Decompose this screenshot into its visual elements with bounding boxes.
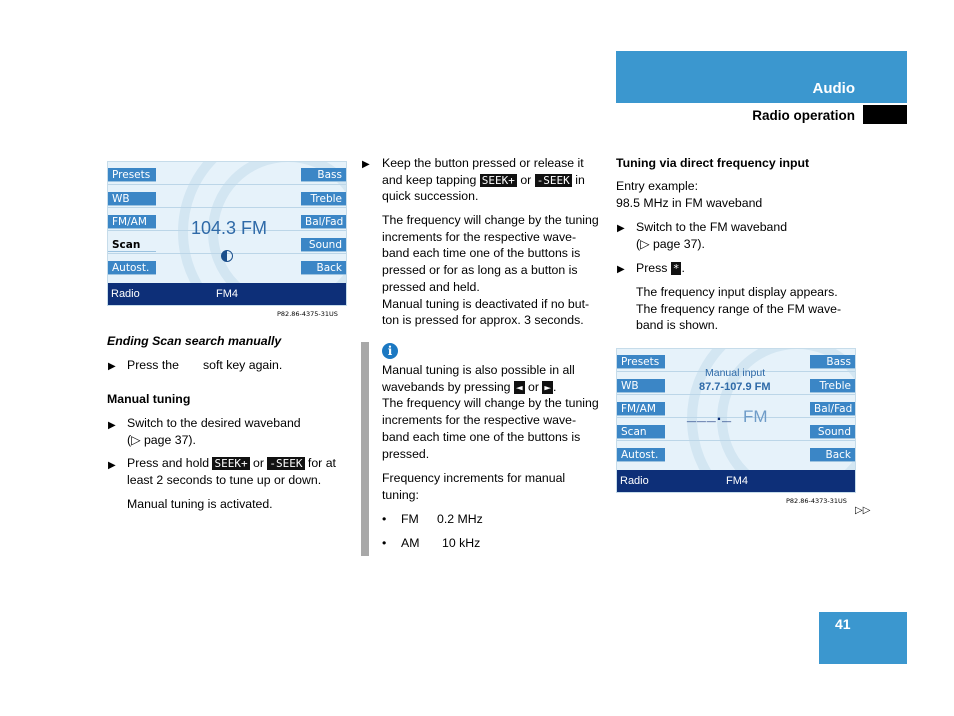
step-press-hold-seek: Press and hold SEEK+ or -SEEK for at least 2 seconds to tune up or down. — [127, 456, 336, 487]
frequency-display: 104.3 FM — [191, 218, 268, 238]
heading-direct-input: Tuning via direct frequency input — [616, 156, 810, 170]
star-key: * — [672, 262, 680, 275]
softkey-treble[interactable]: Treble — [810, 379, 855, 393]
continue-marker: ▷▷ — [855, 505, 871, 516]
manual-input-title: Manual input — [705, 367, 766, 379]
step-switch-waveband: Switch to the desired waveband (▷ page 37). — [127, 416, 301, 447]
page-number-box — [819, 612, 907, 664]
softkey-scan[interactable]: Scan — [617, 425, 665, 439]
result-manual-tuning: Manual tuning is activated. — [127, 497, 273, 511]
figure-caption: P82.86-4373-31US — [786, 497, 847, 505]
softkey-fm-am[interactable]: FM/AM — [108, 215, 156, 229]
step-switch-fm: Switch to the FM waveband (▷ page 37). — [636, 220, 788, 251]
note-text: Manual tuning is also possible in all wavebands by pressing ◄ or ► . The frequency will change by the tuning increments for the respective wave- band each time one of the buttons is pressed. — [382, 363, 599, 461]
page-number: 41 — [835, 616, 851, 632]
step-arrow-icon: ▶ — [108, 361, 116, 372]
result-input-display: The frequency input display appears. The frequency range of the FM wave- band is shown. — [636, 285, 842, 333]
seek-down-key: -SEEK — [536, 173, 570, 187]
softkey-presets[interactable]: Presets — [617, 355, 665, 369]
softkey-back[interactable]: Back — [810, 448, 855, 462]
increment-fm: • FM 0.2 MHz — [382, 512, 483, 526]
frequency-range: 87.7-107.9 FM — [699, 381, 771, 393]
softkey-back[interactable]: Back — [301, 261, 346, 275]
entry-example: Entry example: 98.5 MHz in FM waveband — [616, 179, 763, 210]
frequency-input-field: ___._ — [687, 407, 733, 424]
status-band: FM4 — [726, 475, 748, 487]
info-icon: i — [382, 343, 398, 359]
scan-activity-icon — [221, 250, 233, 262]
subsection-title: Radio operation — [752, 108, 855, 123]
step-arrow-icon: ▶ — [108, 460, 116, 471]
softkey-scan[interactable]: Scan — [108, 238, 156, 252]
subsection-marker — [863, 105, 907, 124]
seek-up-key: SEEK+ — [214, 457, 248, 470]
increment-am: • AM 10 kHz — [382, 536, 481, 550]
softkey-treble[interactable]: Treble — [301, 192, 346, 206]
softkey-fm-am[interactable]: FM/AM — [617, 402, 665, 416]
section-header — [616, 51, 907, 103]
status-source: Radio — [620, 475, 649, 487]
radio-display-manual-input — [616, 348, 856, 493]
softkey-sound[interactable]: Sound — [301, 238, 346, 252]
status-source: Radio — [111, 288, 140, 300]
softkey-presets[interactable]: Presets — [108, 168, 156, 182]
figure-caption: P82.86-4375-31US — [277, 310, 338, 318]
step-arrow-icon: ▶ — [108, 420, 116, 431]
note-sidebar — [361, 342, 369, 556]
step-arrow-icon: ▶ — [617, 264, 625, 275]
status-bar — [108, 283, 346, 305]
paragraph-tuning-increments: The frequency will change by the tuning increments for the respective wave- band each time one of the buttons is pressed or for as long as a button is pressed and held. Manual tuning is deactivated if no but- ton is pressed for approx. 3 seconds. — [382, 213, 599, 328]
frequency-unit: FM — [743, 407, 768, 426]
seek-down-key: -SEEK — [269, 457, 303, 470]
softkey-bass[interactable]: Bass — [301, 168, 346, 182]
softkey-autost[interactable]: Autost. — [617, 448, 665, 462]
heading-ending-scan: Ending Scan search manually — [107, 334, 282, 348]
softkey-wb[interactable]: WB — [108, 192, 156, 206]
step-arrow-icon: ▶ — [617, 223, 625, 234]
increments-intro: Frequency increments for manual tuning: — [382, 471, 566, 502]
seek-up-key: SEEK+ — [481, 173, 515, 187]
step-press-star: Press * . — [636, 261, 685, 275]
right-arrow-key: ► — [544, 380, 551, 394]
section-title: Audio — [812, 80, 855, 97]
step-press-soft-key: Press the soft key again. — [127, 358, 283, 372]
heading-manual-tuning: Manual tuning — [107, 392, 191, 406]
left-arrow-key: ◄ — [515, 380, 523, 394]
radio-display-scan — [107, 161, 347, 306]
softkey-wb[interactable]: WB — [617, 379, 665, 393]
status-bar — [617, 470, 855, 492]
step-arrow-icon: ▶ — [362, 159, 370, 170]
step-keep-pressed: Keep the button pressed or release it and keep tapping SEEK+ or -SEEK in quick succession. — [382, 156, 585, 204]
softkey-sound[interactable]: Sound — [810, 425, 855, 439]
softkey-bal-fad[interactable]: Bal/Fad — [810, 402, 855, 416]
softkey-bass[interactable]: Bass — [810, 355, 855, 369]
softkey-autost[interactable]: Autost. — [108, 261, 156, 275]
status-band: FM4 — [216, 288, 238, 300]
softkey-bal-fad[interactable]: Bal/Fad — [301, 215, 346, 229]
